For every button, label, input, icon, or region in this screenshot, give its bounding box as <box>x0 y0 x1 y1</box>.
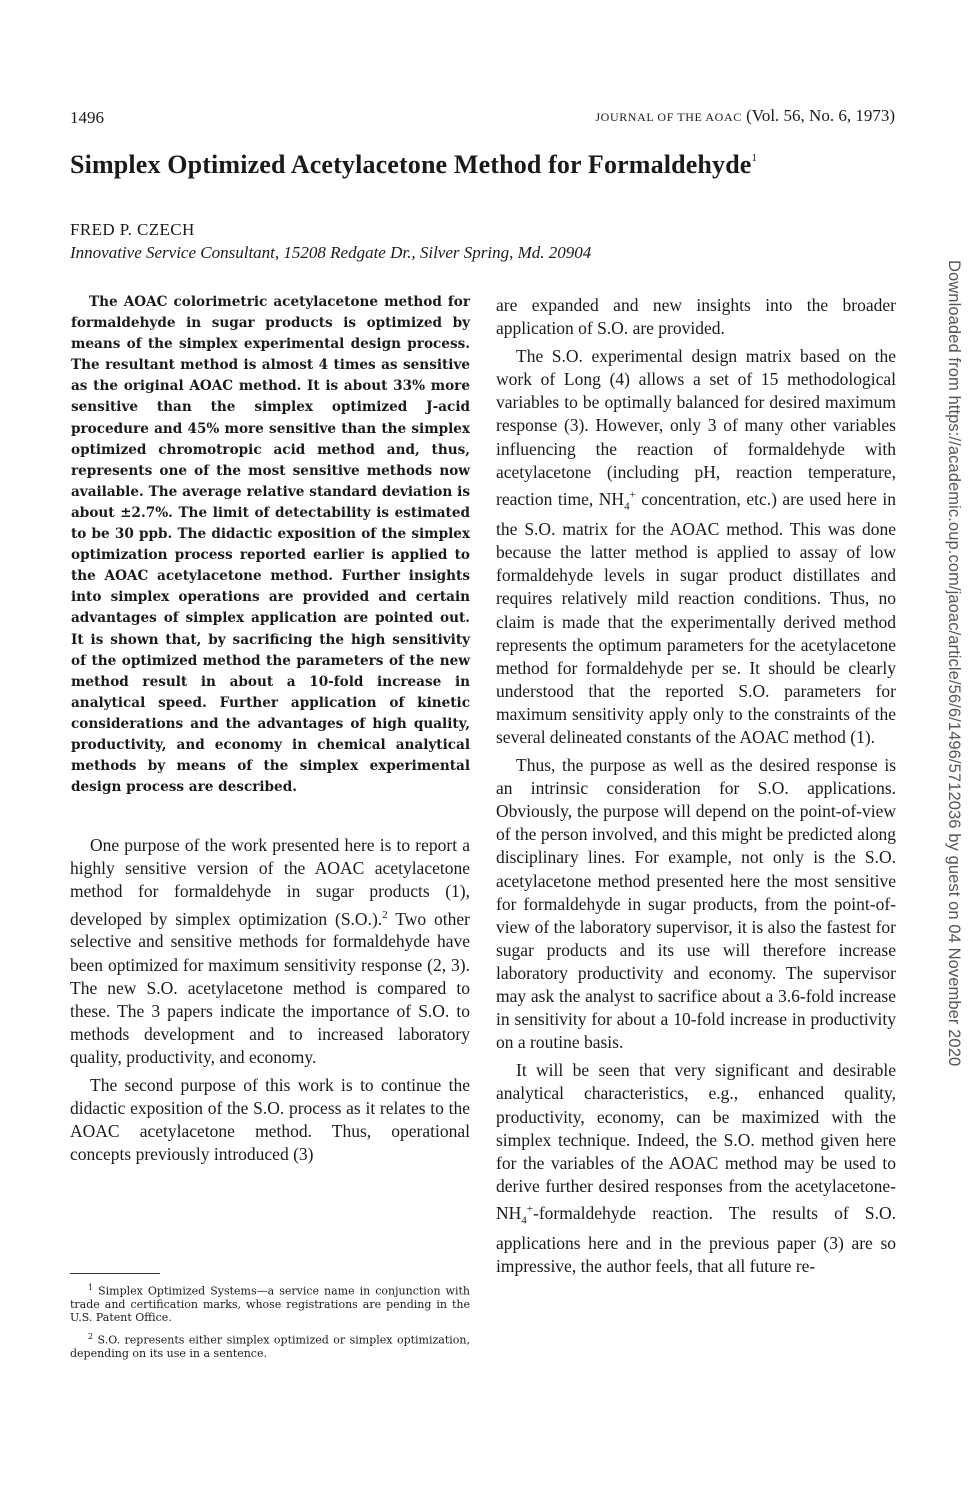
body-paragraph-3: are expanded and new insights into the broader application of S.O. are provided. <box>496 295 896 339</box>
body-paragraph-1-a: One purpose of the work presented here is to report a highly sensitive version of the AOAC acetylacetone method for formaldehyde in sugar products (1), developed by simplex optimization (S.O.). <box>70 835 470 929</box>
body-paragraph-1 <box>70 834 470 1069</box>
body-paragraph-6-a: It will be seen that very significant and desirable analytical characteristics, e.g., enhanced quality, productivity, economy, can be maximized with the simplex technique. Indeed, the S.O. method given here for the variables of the AOAC method may be used to derive further desired responses from the acetylacetone-NH <box>496 1060 896 1223</box>
author-affiliation: Innovative Service Consultant, 15208 Redgate Dr., Silver Spring, Md. 20904 <box>70 243 592 262</box>
footnote-2 <box>70 1330 470 1360</box>
article-title <box>70 150 757 180</box>
body-paragraph-5: Thus, the purpose as well as the desired response is an intrinsic consideration for S.O. applications. Obviously, the purpose will depend on the point-of-view of the person involved, and this might be predicted along disciplinary lines. For example, not only is the S.O. acetylacetone method presented here the most sensitive for formaldehyde in sugar products, from the point-of-view of the laboratory supervisor, it is also the fastest for sugar products and its use will therefore increase laboratory productivity and economy. The supervisor may ask the analyst to sacrifice about a 3.6-fold increase in sensitivity for about a 10-fold increase in productivity on a routine basis. <box>496 755 896 1053</box>
footnote-1-text: Simplex Optimized Systems—a service name in conjunction with trade and certification marks, whose registrations are pending in the U.S. Patent Office. <box>70 1284 470 1325</box>
footnote-1 <box>70 1281 470 1325</box>
footnotes <box>70 1281 470 1365</box>
body-paragraph-6 <box>496 1059 896 1278</box>
footnote-2-reference: 2 <box>382 908 388 921</box>
ammonium-subscript: 4 <box>624 500 630 513</box>
ammonium-superscript-2: + <box>526 1202 533 1215</box>
body-paragraph-2: The second purpose of this work is to continue the didactic exposition of the S.O. process as it relates to the AOAC acetylacetone method. Thus, operational concepts previously introduced (3) <box>70 1075 470 1165</box>
page-number: 1496 <box>70 108 104 127</box>
left-column <box>70 292 470 1166</box>
body-paragraph-4 <box>496 345 896 749</box>
body-paragraph-4-a: The S.O. experimental design matrix based on the work of Long (4) allows a set of 15 methodological variables to be optimally balanced for desired maximum response (3). However, only 3 of many other variables influencing the reaction of formaldehyde with acetylacetone (including pH, reaction temperature, reaction time, NH <box>496 346 896 509</box>
body-paragraph-1-b: Two other selective and sensitive methods for formaldehyde have been optimized for maximum sensitivity response (2, 3). The new S.O. acetylacetone method is compared to these. The 3 papers indicate the importance of S.O. to methods development and to increased laboratory quality, productivity, and economy. <box>70 908 471 1067</box>
article-title-text: Simplex Optimized Acetylacetone Method for Formaldehyde <box>70 150 752 179</box>
footnote-1-mark: 1 <box>88 1283 94 1292</box>
journal-name: JOURNAL OF THE AOAC <box>595 110 742 124</box>
ammonium-superscript: + <box>629 488 636 501</box>
running-head <box>595 106 895 126</box>
journal-issue: (Vol. 56, No. 6, 1973) <box>746 106 895 125</box>
body-paragraph-6-b: -formaldehyde reaction. The results of S.O. applications here and in the previous paper (3) are so impressive, the author feels, that all future re- <box>496 1202 896 1277</box>
ammonium-subscript-2: 4 <box>521 1214 527 1227</box>
title-footnote-mark: 1 <box>751 152 758 164</box>
footnote-2-mark: 2 <box>88 1331 94 1341</box>
right-column <box>496 294 896 1279</box>
download-watermark: Downloaded from https://academic.oup.com/jaoac/article/56/6/1496/5712036 by guest on 04 November 2020 <box>945 260 963 1067</box>
footnote-2-text: S.O. represents either simplex optimized or simplex optimization, depending on its use in a sentence. <box>70 1333 470 1360</box>
author-name: FRED P. CZECH <box>70 220 195 239</box>
footnote-rule <box>70 1273 160 1274</box>
body-paragraph-4-b: concentration, etc.) are used here in the S.O. matrix for the AOAC method. This was done because the latter method is applied to assay of low formaldehyde levels in sugar product distillates and requires relatively mild reaction conditions. Thus, no claim is made that the experimentally derived method represents the optimum parameters for the acetylacetone method for formaldehyde per se. It should be clearly understood that the reported S.O. parameters for maximum sensitivity apply only to the constraints of the several delineated constants of the AOAC method (1). <box>496 488 897 748</box>
abstract: The AOAC colorimetric acetylacetone method for formaldehyde in sugar products is optimized by means of the simplex experimental design process. The resultant method is almost 4 times as sensitive as the original AOAC method. It is about 33% more sensitive than the simplex optimized J-acid procedure and 45% more sensitive than the simplex optimized chromotropic acid method and, thus, represents one of the most sensitive methods now available. The average relative standard deviation is about ±2.7%. The limit of detectability is estimated to be 30 ppb. The didactic exposition of the simplex optimization process reported earlier is applied to the AOAC acetylacetone method. Further insights into simplex operations are provided and certain advantages of simplex application are pointed out. It is shown that, by sacrificing the high sensitivity of the optimized method the parameters of the new method result in about a 10-fold increase in analytical speed. Further application of kinetic considerations and the advantages of high quality, productivity, and economy in chemical analytical methods by means of the simplex experimental design process are described. <box>71 294 470 796</box>
